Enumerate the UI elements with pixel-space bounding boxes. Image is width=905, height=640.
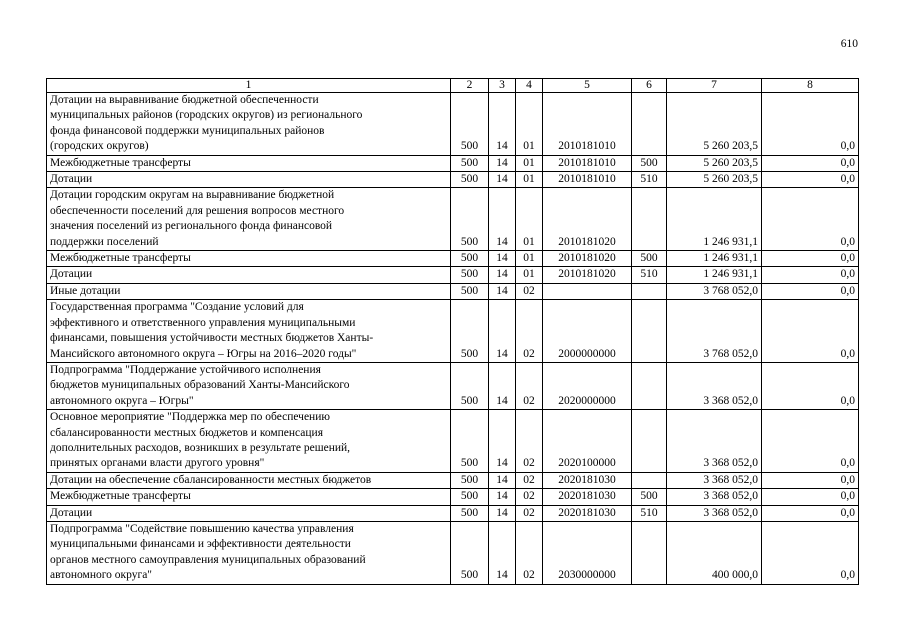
target-article-cell: 2020181030: [543, 505, 632, 521]
target-article-cell: 2010181020: [543, 267, 632, 283]
column-header-6: 6: [632, 79, 667, 93]
amount-second-cell: 0,0: [762, 300, 859, 363]
code-section-cell: 14: [489, 489, 516, 505]
code-subsection-cell: 01: [516, 155, 543, 171]
amount-second-cell: 0,0: [762, 93, 859, 156]
code-subsection-cell: 02: [516, 521, 543, 584]
expense-type-cell: 510: [632, 172, 667, 188]
code-ministry-cell: 500: [451, 362, 489, 409]
table-row: [47, 489, 859, 505]
target-article-cell: 2020181030: [543, 489, 632, 505]
code-ministry-cell: 500: [451, 410, 489, 473]
code-section-cell: 14: [489, 521, 516, 584]
table-row: [47, 188, 859, 251]
row-name-cell: Основное мероприятие "Поддержка мер по обеспечению сбалансированности местных бюджетов и компенсация дополнительных расходов, возникших в результате решений, принятых органами власти другого уровня": [47, 410, 451, 473]
row-name-cell: Межбюджетные трансферты: [47, 251, 451, 267]
amount-cell: 3 368 052,0: [667, 489, 762, 505]
amount-second-cell: 0,0: [762, 251, 859, 267]
code-section-cell: 14: [489, 251, 516, 267]
row-name-cell: Подпрограмма "Содействие повышению качества управления муниципальными финансами и эффективности деятельности органов местного самоуправления муниципальных образований автономного округа": [47, 521, 451, 584]
expense-type-cell: 500: [632, 251, 667, 267]
target-article-cell: 2030000000: [543, 521, 632, 584]
code-subsection-cell: 02: [516, 300, 543, 363]
amount-cell: 3 768 052,0: [667, 283, 762, 299]
page-number: 610: [840, 38, 858, 50]
code-ministry-cell: 500: [451, 172, 489, 188]
expense-type-cell: [632, 188, 667, 251]
code-ministry-cell: 500: [451, 300, 489, 363]
table-row: [47, 93, 859, 156]
code-section-cell: 14: [489, 410, 516, 473]
amount-second-cell: 0,0: [762, 410, 859, 473]
code-section-cell: 14: [489, 93, 516, 156]
amount-second-cell: 0,0: [762, 472, 859, 488]
expense-type-cell: [632, 521, 667, 584]
expense-type-cell: [632, 300, 667, 363]
column-header-3: 3: [489, 79, 516, 93]
table-row: [47, 267, 859, 283]
amount-cell: 5 260 203,5: [667, 155, 762, 171]
row-name-cell: Дотации на обеспечение сбалансированности местных бюджетов: [47, 472, 451, 488]
row-name-cell: Дотации: [47, 172, 451, 188]
row-name-cell: Дотации: [47, 505, 451, 521]
row-name-cell: Межбюджетные трансферты: [47, 155, 451, 171]
amount-cell: 3 368 052,0: [667, 362, 762, 409]
code-ministry-cell: 500: [451, 472, 489, 488]
amount-cell: 3 768 052,0: [667, 300, 762, 363]
amount-cell: 3 368 052,0: [667, 505, 762, 521]
table-row: [47, 155, 859, 171]
amount-second-cell: 0,0: [762, 155, 859, 171]
amount-cell: 3 368 052,0: [667, 472, 762, 488]
amount-second-cell: 0,0: [762, 267, 859, 283]
code-section-cell: 14: [489, 155, 516, 171]
amount-cell: 1 246 931,1: [667, 267, 762, 283]
table-row: [47, 300, 859, 363]
amount-second-cell: 0,0: [762, 188, 859, 251]
column-header-4: 4: [516, 79, 543, 93]
target-article-cell: 2010181010: [543, 172, 632, 188]
code-subsection-cell: 01: [516, 188, 543, 251]
expense-type-cell: [632, 93, 667, 156]
target-article-cell: 2010181010: [543, 93, 632, 156]
amount-cell: 1 246 931,1: [667, 188, 762, 251]
amount-cell: 400 000,0: [667, 521, 762, 584]
code-ministry-cell: 500: [451, 155, 489, 171]
table-row: [47, 410, 859, 473]
amount-cell: 1 246 931,1: [667, 251, 762, 267]
code-subsection-cell: 02: [516, 505, 543, 521]
target-article-cell: 2000000000: [543, 300, 632, 363]
code-subsection-cell: 01: [516, 267, 543, 283]
column-header-5: 5: [543, 79, 632, 93]
table-row: [47, 521, 859, 584]
code-section-cell: 14: [489, 300, 516, 363]
code-subsection-cell: 02: [516, 489, 543, 505]
target-article-cell: 2020181030: [543, 472, 632, 488]
amount-second-cell: 0,0: [762, 362, 859, 409]
row-name-cell: Подпрограмма "Поддержание устойчивого исполнения бюджетов муниципальных образований Ханты-Мансийского автономного округа – Югры": [47, 362, 451, 409]
amount-second-cell: 0,0: [762, 521, 859, 584]
code-subsection-cell: 01: [516, 251, 543, 267]
expense-type-cell: 500: [632, 155, 667, 171]
table-row: [47, 251, 859, 267]
target-article-cell: 2020100000: [543, 410, 632, 473]
table-row: [47, 283, 859, 299]
column-header-7: 7: [667, 79, 762, 93]
expense-type-cell: [632, 362, 667, 409]
expense-type-cell: [632, 410, 667, 473]
code-subsection-cell: 02: [516, 362, 543, 409]
code-section-cell: 14: [489, 267, 516, 283]
table-row: [47, 472, 859, 488]
code-section-cell: 14: [489, 188, 516, 251]
code-ministry-cell: 500: [451, 283, 489, 299]
code-ministry-cell: 500: [451, 267, 489, 283]
row-name-cell: Государственная программа "Создание условий для эффективного и ответственного управления муниципальными финансами, повышения устойчивости местных бюджетов Ханты- Мансийского автономного округа – Югры на 2016–2020 годы": [47, 300, 451, 363]
code-subsection-cell: 02: [516, 472, 543, 488]
code-section-cell: 14: [489, 283, 516, 299]
row-name-cell: Дотации на выравнивание бюджетной обеспеченности муниципальных районов (городских округов) из регионального фонда финансовой поддержки муниципальных районов (городских округов): [47, 93, 451, 156]
target-article-cell: 2010181020: [543, 188, 632, 251]
target-article-cell: 2020000000: [543, 362, 632, 409]
expense-type-cell: 500: [632, 489, 667, 505]
table-row: [47, 505, 859, 521]
expense-type-cell: 510: [632, 267, 667, 283]
column-header-2: 2: [451, 79, 489, 93]
code-subsection-cell: 02: [516, 410, 543, 473]
code-section-cell: 14: [489, 472, 516, 488]
column-header-8: 8: [762, 79, 859, 93]
table-body: [47, 93, 859, 585]
amount-cell: 3 368 052,0: [667, 410, 762, 473]
amount-cell: 5 260 203,5: [667, 172, 762, 188]
code-ministry-cell: 500: [451, 93, 489, 156]
code-ministry-cell: 500: [451, 521, 489, 584]
code-subsection-cell: 01: [516, 172, 543, 188]
code-subsection-cell: 01: [516, 93, 543, 156]
code-section-cell: 14: [489, 505, 516, 521]
code-ministry-cell: 500: [451, 489, 489, 505]
expense-type-cell: [632, 472, 667, 488]
header-row: [47, 79, 859, 93]
code-subsection-cell: 02: [516, 283, 543, 299]
column-header-1: 1: [47, 79, 451, 93]
budget-table: [46, 78, 859, 585]
expense-type-cell: [632, 283, 667, 299]
table-row: [47, 172, 859, 188]
code-ministry-cell: 500: [451, 251, 489, 267]
code-ministry-cell: 500: [451, 188, 489, 251]
amount-cell: 5 260 203,5: [667, 93, 762, 156]
target-article-cell: [543, 283, 632, 299]
row-name-cell: Иные дотации: [47, 283, 451, 299]
row-name-cell: Межбюджетные трансферты: [47, 489, 451, 505]
code-ministry-cell: 500: [451, 505, 489, 521]
amount-second-cell: 0,0: [762, 283, 859, 299]
amount-second-cell: 0,0: [762, 172, 859, 188]
amount-second-cell: 0,0: [762, 489, 859, 505]
row-name-cell: Дотации: [47, 267, 451, 283]
row-name-cell: Дотации городским округам на выравнивание бюджетной обеспеченности поселений для решения вопросов местного значения поселений из регионального фонда финансовой поддержки поселений: [47, 188, 451, 251]
code-section-cell: 14: [489, 362, 516, 409]
expense-type-cell: 510: [632, 505, 667, 521]
table-row: [47, 362, 859, 409]
target-article-cell: 2010181010: [543, 155, 632, 171]
code-section-cell: 14: [489, 172, 516, 188]
target-article-cell: 2010181020: [543, 251, 632, 267]
amount-second-cell: 0,0: [762, 505, 859, 521]
